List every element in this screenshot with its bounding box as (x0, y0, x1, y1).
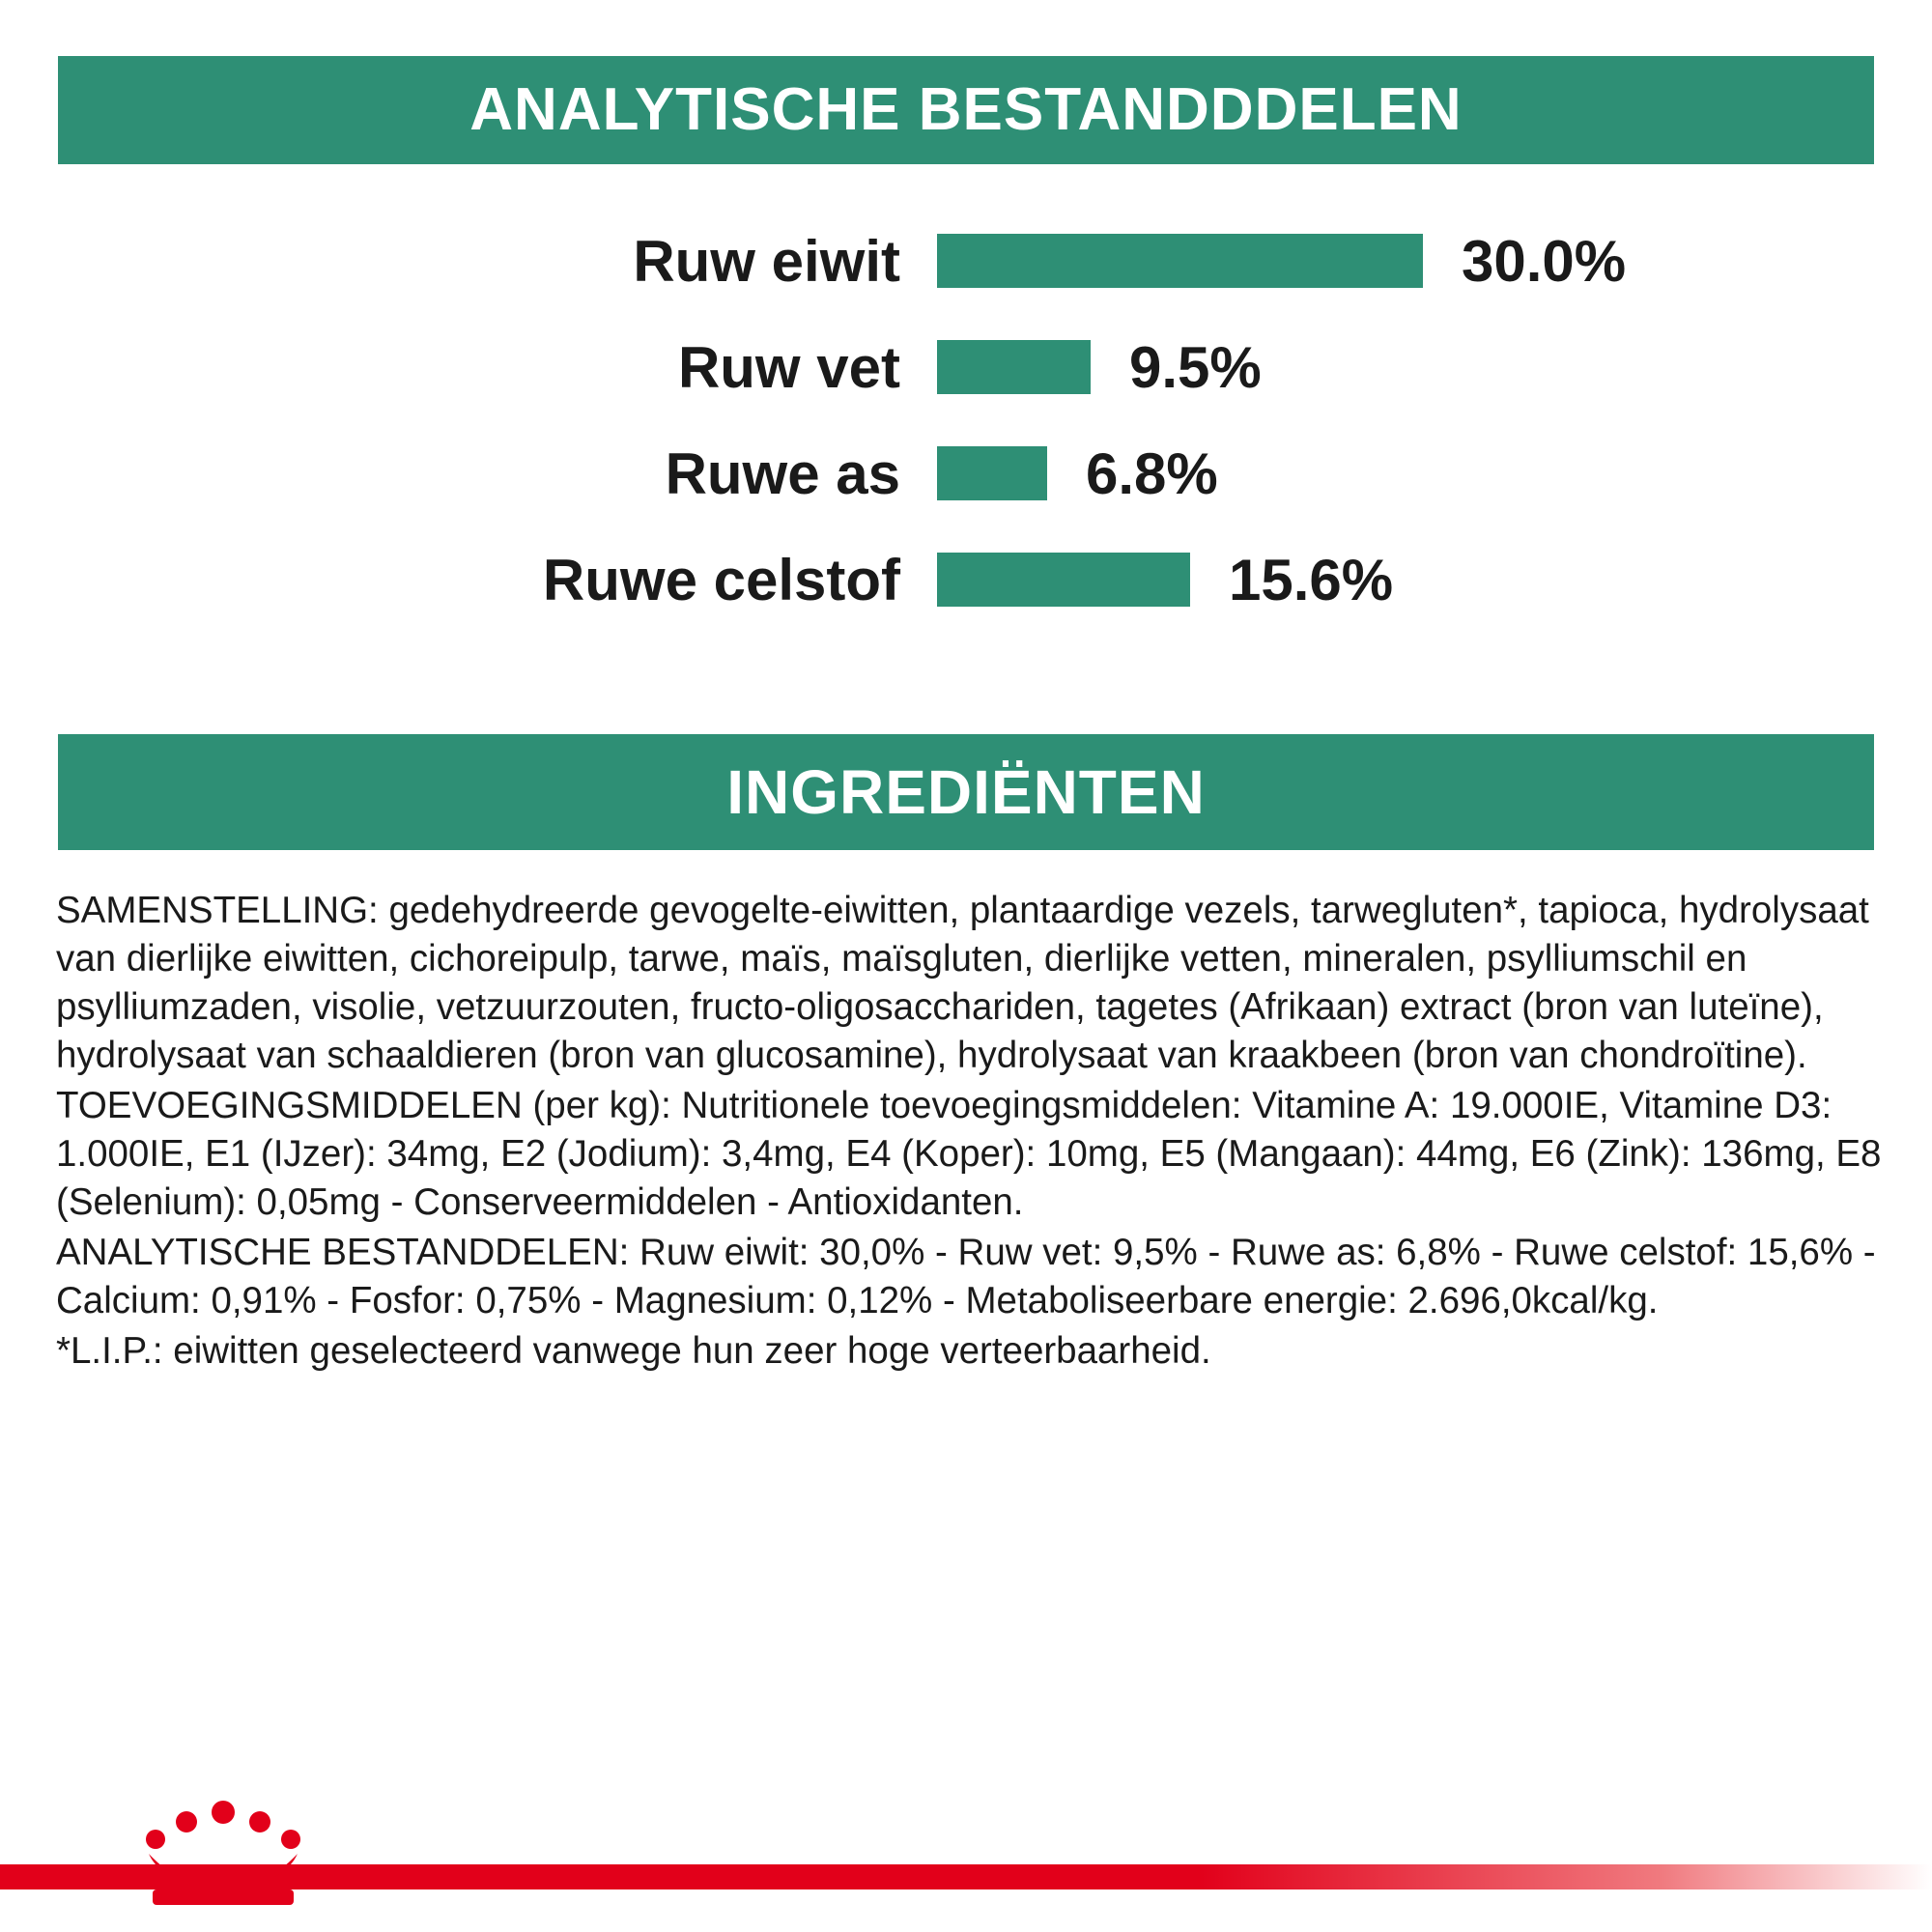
ingredients-paragraph-additives: TOEVOEGINGSMIDDELEN (per kg): Nutritionele toevoegingsmiddelen: Vitamine A: 19.000IE, Vitamine D3: 1.000IE, E1 (IJzer): 34mg, E2 (Jodium): 3,4mg, E4 (Koper): 10mg, E5 (Mangaan): 44mg, E6 (Zink): 136mg, E8 (Selenium): 0,05mg - Conserveermiddelen - Antioxidanten. (56, 1085, 1882, 1224)
chart-category-label: Ruwe as (665, 440, 900, 506)
chart-bar-wrap (937, 547, 1393, 613)
chart-bar-wrap (937, 228, 1626, 295)
royal-crown-icon (131, 1801, 315, 1915)
ingredients-paragraph-composition: SAMENSTELLING: gedehydreerde gevogelte-eiwitten, plantaardige vezels, tarwegluten*, tapioca, hydrolysaat van dierlijke eiwitten, cichoreipulp, tarwe, maïs, maïsgluten, dierlijke vetten, mineralen, psylliumschil en psylliumzaden, visolie, vetzuurzouten, fructo-oligosacchariden, tagetes (Afrikaan) extract (bron van luteïne), hydrolysaat van schaaldieren (bron van glucosamine), hydrolysaat van kraakbeen (bron van chondroïtine). (56, 890, 1869, 1077)
chart-row (58, 526, 1874, 633)
ingredients-text-block (56, 887, 1882, 1376)
chart-bar (937, 446, 1047, 500)
ingredients-paragraph-footnote: *L.I.P.: eiwitten geselecteerd vanwege hun zeer hoge verteerbaarheid. (56, 1330, 1211, 1373)
chart-row (58, 420, 1874, 526)
chart-value-label: 6.8% (1086, 440, 1218, 506)
ingredients-section-header (58, 734, 1874, 850)
chart-value-label: 30.0% (1462, 228, 1627, 294)
chart-bar (937, 553, 1190, 607)
chart-category-label: Ruwe celstof (542, 547, 900, 612)
chart-value-label: 9.5% (1129, 334, 1262, 400)
chart-bar (937, 340, 1091, 394)
analytical-section-title: ANALYTISCHE BESTANDDDELEN (469, 76, 1463, 143)
chart-category-label: Ruw vet (677, 334, 900, 400)
analytical-bar-chart (58, 208, 1874, 691)
ingredients-paragraph-analytical: ANALYTISCHE BESTANDDELEN: Ruw eiwit: 30,0% - Ruw vet: 9,5% - Ruwe as: 6,8% - Ruwe celstof: 15,6% - Calcium: 0,91% - Fosfor: 0,75% - Magnesium: 0,12% - Metaboliseerbare energie: 2.696,0kcal/kg. (56, 1232, 1876, 1322)
analytical-section-header (58, 56, 1874, 164)
chart-row (58, 208, 1874, 314)
chart-row (58, 314, 1874, 420)
chart-bar-wrap (937, 440, 1218, 507)
chart-category-label: Ruw eiwit (633, 228, 900, 294)
brand-footer (0, 1777, 1932, 1932)
chart-bar-wrap (937, 334, 1262, 401)
chart-bar (937, 234, 1423, 288)
chart-value-label: 15.6% (1229, 547, 1394, 612)
ingredients-section-title: INGREDIËNTEN (726, 757, 1206, 827)
